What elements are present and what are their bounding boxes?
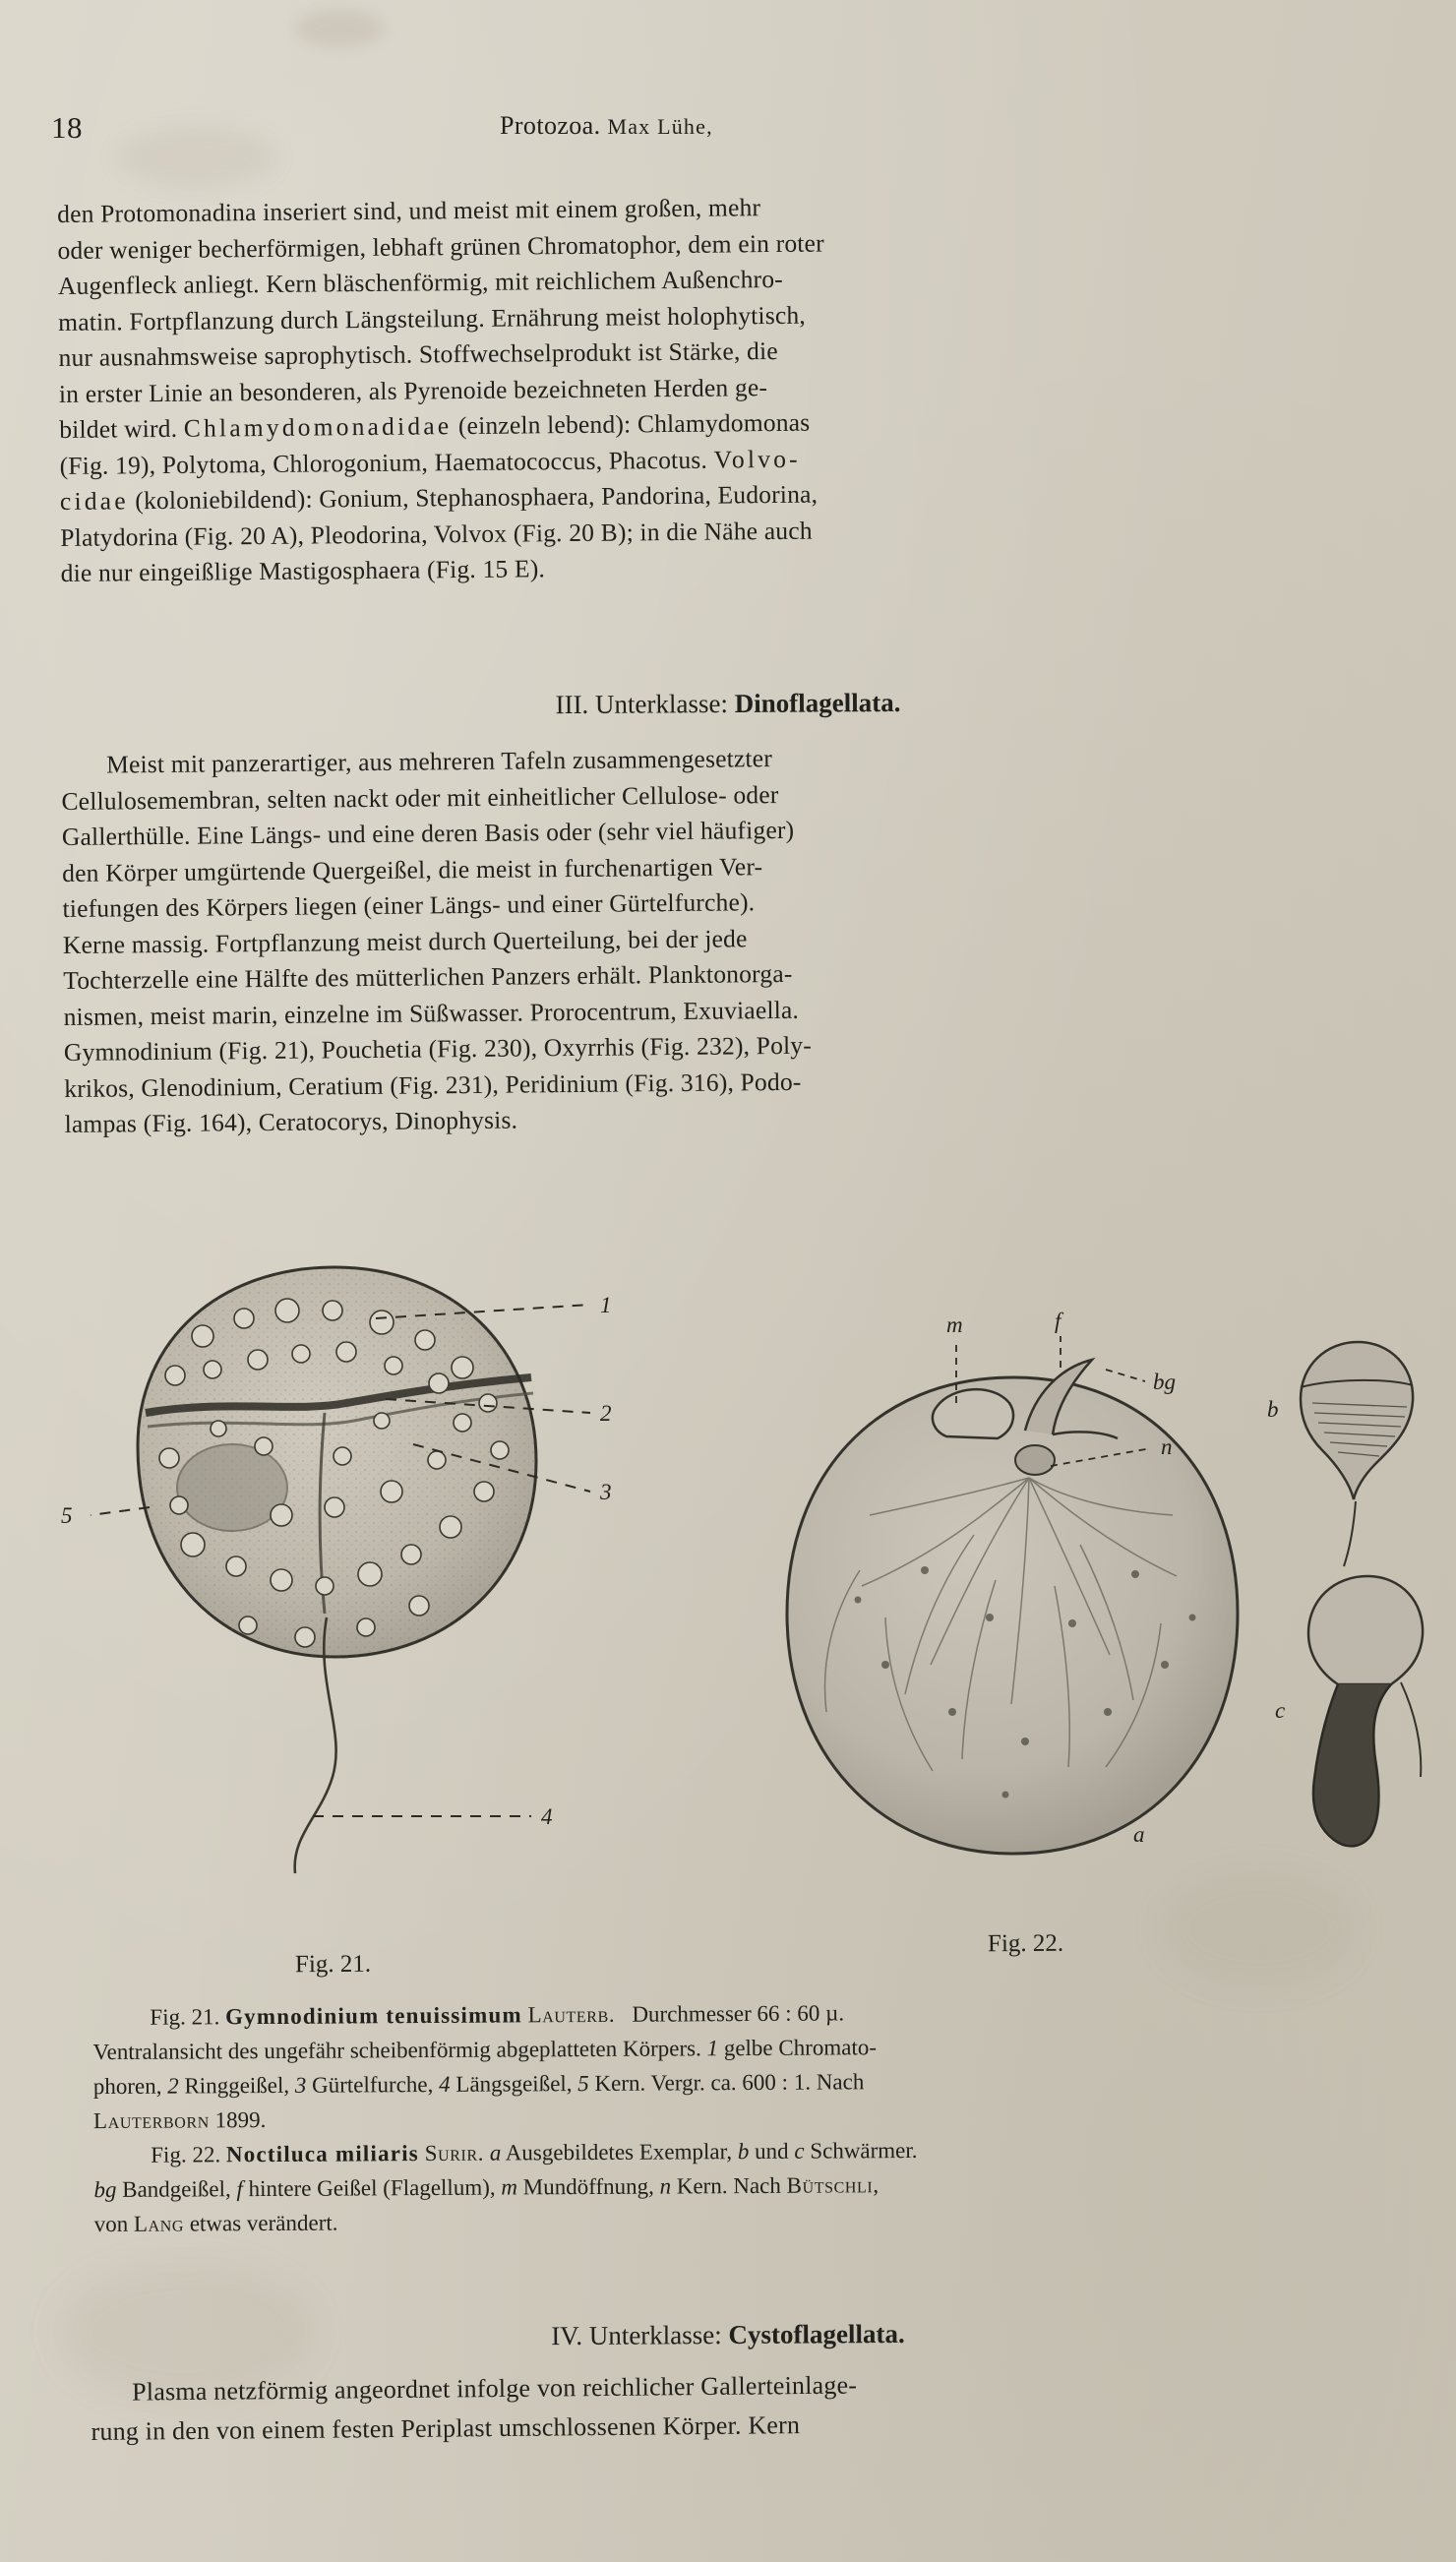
paragraph-cystoflagellata [91, 2360, 1392, 2452]
caption-text: hintere Geißel (Flagellum), [242, 2174, 502, 2202]
running-head-author: Max Lühe, [607, 114, 713, 139]
caption-authority: Bütschli, [786, 2172, 880, 2198]
caption-text: und [749, 2138, 795, 2165]
text-line: Kerne massig. Fortpflanzung meist durch Querteilung, bei der jede [62, 923, 748, 959]
text-line: lampas (Fig. 164), Ceratocorys, Dinophysis. [64, 1105, 518, 1138]
running-head-title: Protozoa. [500, 111, 601, 140]
text-line: Tochterzelle eine Hälfte des mütterlichen Panzers erhält. Planktonorga- [63, 958, 793, 995]
caption-key: 4 [439, 2071, 451, 2097]
text-line: Gallerthülle. Eine Längs- und eine deren Basis oder (sehr viel häufiger) [61, 815, 795, 851]
figure-captions [92, 1993, 1407, 2242]
caption-text: gelbe Chromato- [717, 2035, 878, 2061]
running-head [500, 111, 713, 141]
caption-fig22-line2 [93, 2166, 1407, 2206]
caption-text: Kern. Vergr. ca. 600 : 1. Nach [588, 2069, 865, 2096]
figure-letter-a: a [1133, 1822, 1145, 1847]
text-line: die nur eingeißlige Mastigosphaera (Fig. 15 E). [60, 554, 546, 587]
caption-text: Längsgeißel, [450, 2071, 578, 2097]
figure-letter-m: m [946, 1312, 963, 1337]
caption-key: a [489, 2140, 502, 2166]
paragraph-chlamydomonadidae [57, 184, 1409, 592]
caption-key: 1 [706, 2036, 719, 2061]
caption-text: Mundöffnung, [516, 2173, 660, 2200]
text-line: krikos, Glenodinium, Ceratium (Fig. 231), Peridinium (Fig. 316), Podo- [64, 1067, 802, 1103]
caption-fig21-line4 [93, 2097, 1407, 2137]
heading-prefix: IV. Unterklasse: [551, 2319, 729, 2351]
text-line: tiefungen des Körpers liegen (einer Längs- und einer Gürtelfurche). [62, 887, 756, 923]
page-number: 18 [51, 110, 83, 145]
caption-key: 3 [294, 2072, 307, 2098]
caption-text: etwas verändert. [183, 2210, 338, 2236]
caption-species: Noctiluca miliaris [225, 2141, 419, 2167]
taxon-name: Chlamydomonadidae [183, 411, 453, 443]
caption-authority: Surir. [424, 2140, 485, 2166]
caption-key: f [236, 2176, 243, 2202]
caption-number: Fig. 22. [151, 2142, 221, 2167]
text-line: den Körper umgürtende Quergeißel, die meist in furchenartigen Ver- [62, 851, 763, 887]
figure-leader-label: 3 [600, 1480, 612, 1504]
text-line: nismen, meist marin, einzelne im Süßwasser. Prorocentrum, Exuviaella. [63, 995, 800, 1031]
text-line: Gymnodinium (Fig. 21), Pouchetia (Fig. 230), Oxyrrhis (Fig. 232), Poly- [63, 1030, 813, 1067]
caption-text: 1899. [209, 2107, 267, 2133]
text-line: Augenfleck anliegt. Kern bläschenförmig, mit reichlichem Außenchro- [57, 264, 784, 300]
figure-letter-bg: bg [1153, 1370, 1176, 1394]
figure-21-label: Fig. 21. [294, 1950, 372, 1979]
caption-text: von [93, 2211, 134, 2237]
caption-text: phoren, [92, 2073, 168, 2100]
taxon-name: Volvo- [713, 444, 801, 474]
caption-text: Gürtelfurche, [306, 2071, 440, 2098]
text-line: oder weniger becherförmigen, lebhaft grünen Chromatophor, dem ein roter [57, 228, 824, 265]
caption-text: Bandgeißel, [116, 2176, 237, 2202]
caption-fig21-line3 [93, 2062, 1407, 2103]
caption-fig22-line1 [93, 2131, 1407, 2171]
caption-key: bg [93, 2176, 117, 2203]
caption-number: Fig. 21. [150, 2004, 220, 2030]
text-line: nur ausnahmsweise saprophytisch. Stoffwechselprodukt ist Stärke, die [58, 336, 778, 372]
text-line: in erster Linie an besonderen, als Pyrenoide bezeichneten Herden ge- [58, 372, 768, 408]
figure-group [0, 1220, 1456, 1987]
figure-22-label: Fig. 22. [987, 1929, 1064, 1958]
text-line: Platydorina (Fig. 20 A), Pleodorina, Volvox (Fig. 20 B); in die Nähe auch [60, 516, 813, 552]
section-heading-dinoflagellata [0, 684, 1456, 723]
caption-text: Ausgebildetes Exemplar, [501, 2139, 738, 2166]
caption-key: 5 [577, 2070, 589, 2097]
caption-key: 2 [167, 2073, 179, 2099]
caption-fig22-line3 [94, 2200, 1408, 2240]
caption-authority: Lauterborn [92, 2107, 210, 2134]
figure-leader-label: 1 [600, 1293, 612, 1317]
text-line: rung in den von einem festen Periplast umschlossenen Körper. Kern [91, 2410, 801, 2446]
figures-illustration [0, 1220, 1456, 1987]
text-run: (koloniebildend): Gonium, Stephanosphaera, Pandorina, Eudorina, [128, 479, 819, 516]
caption-text: Schwärmer. [804, 2137, 918, 2164]
text-line: Cellulosemembran, selten nackt oder mit einheitlicher Cellulose- oder [61, 779, 779, 816]
caption-authority: Lauterb. [527, 2001, 616, 2028]
caption-text: Ventralansicht des ungefähr scheibenförmig abgeplatteten Körpers. [92, 2036, 707, 2065]
caption-species: Gymnodinium tenuissimum [224, 2002, 522, 2030]
figure-letter-f: f [1055, 1309, 1062, 1333]
figure-letter-n: n [1161, 1434, 1173, 1459]
taxon-name: cidae [59, 486, 129, 516]
text-line: matin. Fortpflanzung durch Längsteilung. Ernährung meist holophytisch, [58, 300, 807, 336]
caption-text: Ringgeißel, [178, 2072, 295, 2099]
text-run: (einzeln lebend): Chlamydomonas [452, 407, 811, 441]
caption-fig21-line1 [92, 1993, 1406, 2034]
caption-key: m [501, 2174, 518, 2200]
figure-letter-c: c [1275, 1698, 1286, 1723]
text-line: den Protomonadina inseriert sind, und meist mit einem großen, mehr [57, 193, 761, 228]
figure-21-gymnodinium [61, 1267, 612, 1873]
heading-name: Cystoflagellata. [728, 2318, 905, 2349]
caption-authority: Lang [133, 2211, 185, 2236]
heading-name: Dinoflagellata. [734, 687, 901, 718]
paragraph-dinoflagellata [61, 735, 1405, 1143]
figure-leader-label: 4 [541, 1804, 553, 1829]
text-line: Plasma netzförmig angeordnet infolge von reichlicher Gallerteinlage- [132, 2370, 858, 2407]
caption-key: c [794, 2138, 805, 2164]
caption-text: Kern. Nach [670, 2172, 787, 2199]
figure-swarmer-b [1267, 1342, 1413, 1566]
heading-prefix: III. Unterklasse: [555, 688, 735, 720]
caption-key: n [659, 2173, 672, 2199]
caption-measure: Durchmesser 66 : 60 µ. [632, 2000, 845, 2027]
text-run: (Fig. 19), Polytoma, Chlorogonium, Haematococcus, Phacotus. [59, 445, 714, 480]
figure-swarmer-c [1275, 1576, 1423, 1846]
text-line: Meist mit panzerartiger, aus mehreren Tafeln zusammengesetzter [106, 744, 773, 779]
text-run: bildet wird. [59, 413, 184, 444]
figure-22-noctiluca [787, 1309, 1423, 1854]
caption-key: b [737, 2139, 750, 2165]
figure-leader-label: 5 [61, 1503, 73, 1528]
figure-letter-b: b [1267, 1397, 1279, 1422]
section-heading-cystoflagellata [0, 2315, 1456, 2354]
figure-leader-label: 2 [600, 1401, 612, 1426]
caption-fig21-line2 [92, 2028, 1406, 2068]
